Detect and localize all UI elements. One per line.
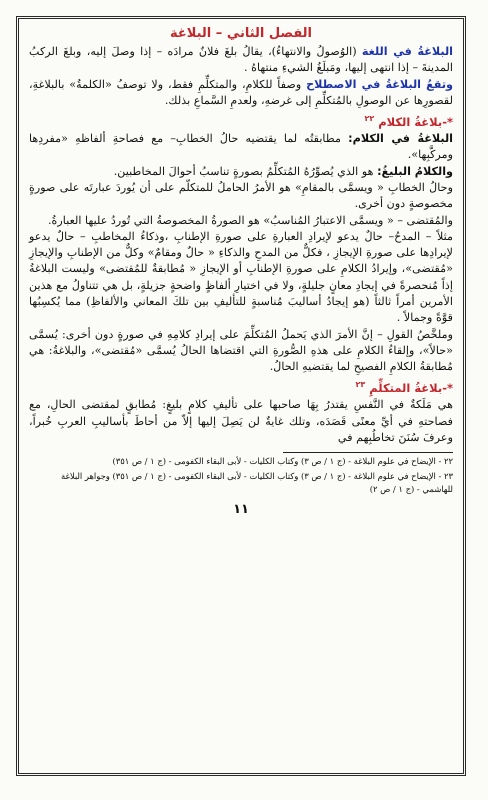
footnote-ref: ٢٣ [355,380,366,390]
footnote-22: ٢٢ - الإيضاح في علوم البلاغة - (ج ١ / ص ٣) وكتاب الكليات - لأبى البقاء الكفومى - (ج ١ / ص ٣٥١) [112,456,453,467]
section-heading-speaker-rhetoric [29,376,453,397]
term-rhetoric-language: البلاغةُ في اللغة [361,45,453,58]
paragraph-speaker-rhetoric: هي مَلَكةٌ في النَّفسِ يقتدرُ بِهَا صاحبها على تأليفِ كلامٍ بليغٍ: مُطابقٍ لمقتضى الحالِ، مع فصاحتهِ في أيِّ معنًى قَصَدَه، وتلك غايةٌ لن يَصِلَ إليها إلاّ من أحاطَ بأساليبِ العربِ خُبراً، وعرفَ سُنَنَ تخاطُبِهم في [29,398,453,444]
paragraph-speech-situation: وحالُ الخطابِ « ويسمَّى بالمقامِ» هو الأمرُ الحاملُ للمتكلّم على أن يُوردَ عبارتَه على صورةٍ مخصوصةٍ دون أخرى. [29,180,453,211]
page-number: ١١ [233,502,249,518]
paragraph-text: مطابقتُه لما يقتضيه حالُ الخطابِ– مع فصاحةِ ألفاظهِ «مفردِها ومركَّبِها». [29,132,453,162]
paragraph-requirement: والمُقتضى – « ويسمَّى الاعتبارُ المُناسبُ» هو الصورةُ المخصوصةُ التي تُوردُ عليها العبارةُ. [47,213,453,227]
chapter-title: الفصل الثاني – البلاغة [169,26,313,41]
paragraph-speech-rhetoric [29,131,453,164]
footnote-divider [283,452,453,453]
lead-word: وتقعُ [420,77,453,91]
footnote-23: ٢٣ - الإيضاح في علوم البلاغة - (ج ١ / ص ٣) وكتاب الكليات - لأبى البقاء الكفومى - (ج ١ / ص ٣٥١) وجواهر البلاغة للهاشمي - (ج ١ / ص ٢) [60,471,453,495]
footnote-ref: ٢٢ [364,114,375,124]
paragraph-summary: وملخَّصُ القولِ – إنَّ الأمرَ الذي يَحملُ المُتكلِّمَ على إيرادِ كلامِهِ في صورةٍ دون أخرى: يُسمَّى «حالاً»، وإلقاءُ الكلامِ على هذهِ الصُّورةِ التي اقتضاها الحالُ يُسمَّى «مُقتضى»، والبلاغةُ: هي مُطابقةُ الكلامِ الفصيحِ لما يقتضيهِ الحالُ. [29,327,453,374]
paragraph-rhetoric-language [29,44,453,77]
term-rhetoric-terminology: البلاغةُ في الاصطلاح [306,77,421,91]
paragraph-text: (الوُصولُ والانتهاءُ)، يقالُ بلغَ فلانٌ مرادَه – إذا وصلَ إليه، وبلغَ الركبُ المدينةَ – إذا انتهى إليها، ومَبلَغُ الشيءِ منتهاهُ . [29,45,453,75]
paragraph-rhetoric-terminology [29,77,453,110]
paragraph-example: مثلاً – المدحُ– حالٌ يدعو لإيرادِ العبارةِ على صورةِ الإطنابِ ،وذكاءُ المخاطبِ – حالٌ يدعو لإيرادِها على صورةِ الإيجازِ ، فكلٌّ من المدحِ والذكاءِ « حالٌ ومقامٌ» وكلٌّ من الإطنابِ والإيجازِ «مُقتضى»، وإيرادُ الكلامِ على صورةِ الإطنابِ أو الإيجازِ « مُطابقةٌ للمُقتضى» وليست البلاغةُ إذاً مُنحصرةً في إيجادِ معانٍ جليلةٍ، ولا في اختيارِ ألفاظٍ واضحةٍ جزيلةٍ، بل هي تتناولُ مع هذين الأمرين أمراً ثالثاً (هو إيجادُ أساليبَ مُناسبةٍ للتأليفِ بين تلكَ المعاني والألفاظِ) مما يُكسِبُها قوَّةً وجمالاً . [29,229,453,325]
paragraph-eloquent-speech [29,164,453,180]
document-page [16,16,466,776]
term-speech-rhetoric: البلاغةُ في الكلام: [348,132,453,146]
paragraph-text: وصفاً للكلامِ، والمتكلِّمِ فقط، ولا توصفُ «الكلمةُ» بالبلاغةِ، لقصورِها عن الوصولِ بالمُتكلِّمِ إلى غرضهِ، ولعدمِ السَّماعِ بذلك. [29,77,453,107]
section-title: *-بلاغةُ الكلام [374,115,453,130]
section-heading-speech-rhetoric [29,110,453,131]
term-eloquent-speech: والكلامُ البليغُ: [377,164,453,178]
section-title: *-بلاغةُ المتكلِّمِ [365,381,453,396]
paragraph-text: هو الذي يُصوِّرُهُ المُتكلِّمُ بصورةٍ تناسبُ أحوالَ المخاطبين. [113,164,378,178]
